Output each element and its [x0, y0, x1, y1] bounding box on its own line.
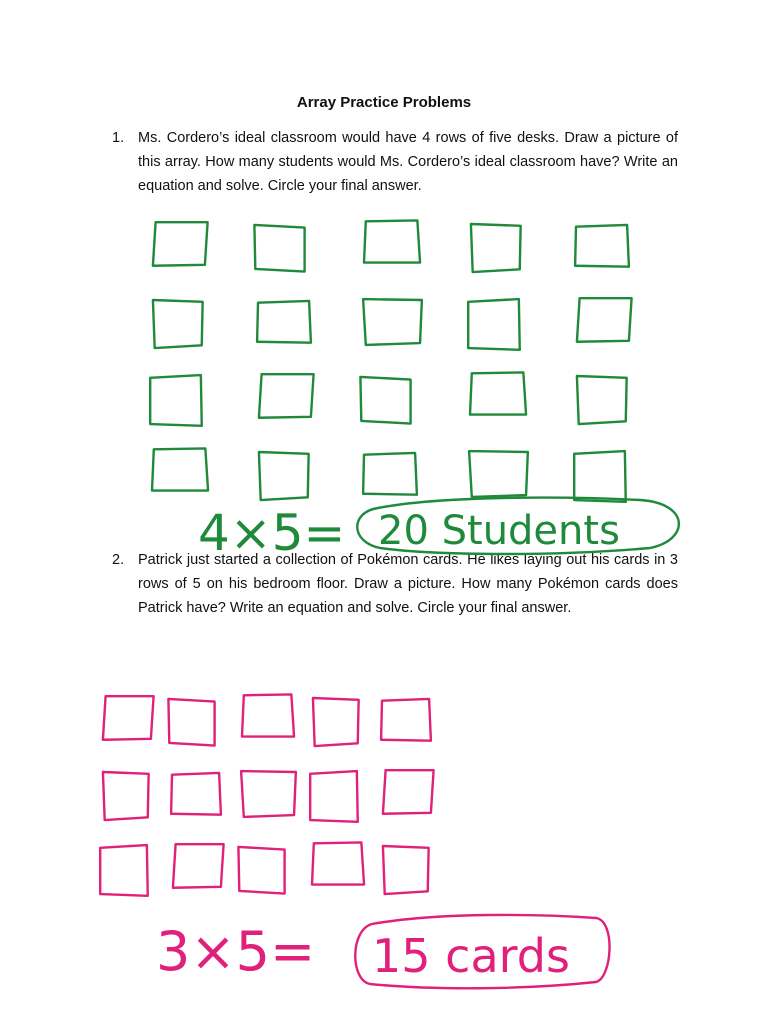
card-square [381, 699, 431, 741]
problem-2-text: Patrick just started a collection of Pokémon cards. He likes laying out his cards in 3 rows of 5 on his bedroom floor. Draw a picture. How many Pokémon cards does Patrick have? Write an equation and solve. Circle your final answer. [138, 552, 678, 616]
desk-square [153, 300, 203, 348]
desk-square [574, 451, 626, 502]
desk-square [577, 298, 632, 342]
problem-1-number: 1. [112, 130, 125, 146]
desk-square [254, 225, 304, 272]
problem-2-answer: 15 cards [372, 929, 570, 983]
card-square [100, 845, 148, 896]
card-square [173, 844, 224, 888]
card-square [238, 847, 284, 894]
desk-square [575, 225, 629, 267]
card-square [310, 771, 358, 822]
page-title: Array Practice Problems [296, 94, 472, 111]
problem-2-number: 2. [112, 552, 125, 568]
desk-square [259, 374, 314, 418]
desk-square [153, 222, 208, 266]
problem-1-equation: 4×5= [198, 504, 346, 562]
problem-1-text: Ms. Cordero’s ideal classroom would have 4 rows of five desks. Draw a picture of this array. How many students would Ms. Cordero’s ideal classroom have? Write an equation and solve. Circle your final answer. [138, 130, 678, 194]
desk-square [363, 453, 417, 495]
card-square [241, 771, 296, 817]
problem-2-equation: 3×5= [156, 920, 316, 983]
desk-square [259, 452, 309, 500]
card-square [103, 696, 154, 740]
desk-square [257, 301, 311, 343]
card-square [168, 699, 214, 746]
card-square [312, 842, 364, 884]
problem-2-card-array [100, 694, 433, 895]
card-square [171, 773, 221, 815]
desk-square [363, 299, 422, 345]
desk-square [470, 372, 526, 414]
desk-square [577, 376, 627, 424]
card-square [103, 772, 149, 820]
card-square [242, 694, 294, 736]
problem-1-desk-array [150, 220, 631, 501]
desk-square [469, 451, 528, 497]
desk-square [360, 377, 410, 424]
desk-square [468, 299, 520, 350]
desk-square [364, 220, 420, 262]
card-square [383, 846, 429, 894]
problem-1-handwritten-solution [198, 498, 679, 562]
desk-square [152, 448, 208, 490]
card-square [383, 770, 434, 814]
desk-square [150, 375, 202, 426]
problem-2-handwritten-solution [156, 915, 610, 988]
desk-square [471, 224, 521, 272]
problem-1-answer: 20 Students [378, 508, 620, 554]
card-square [313, 698, 359, 746]
